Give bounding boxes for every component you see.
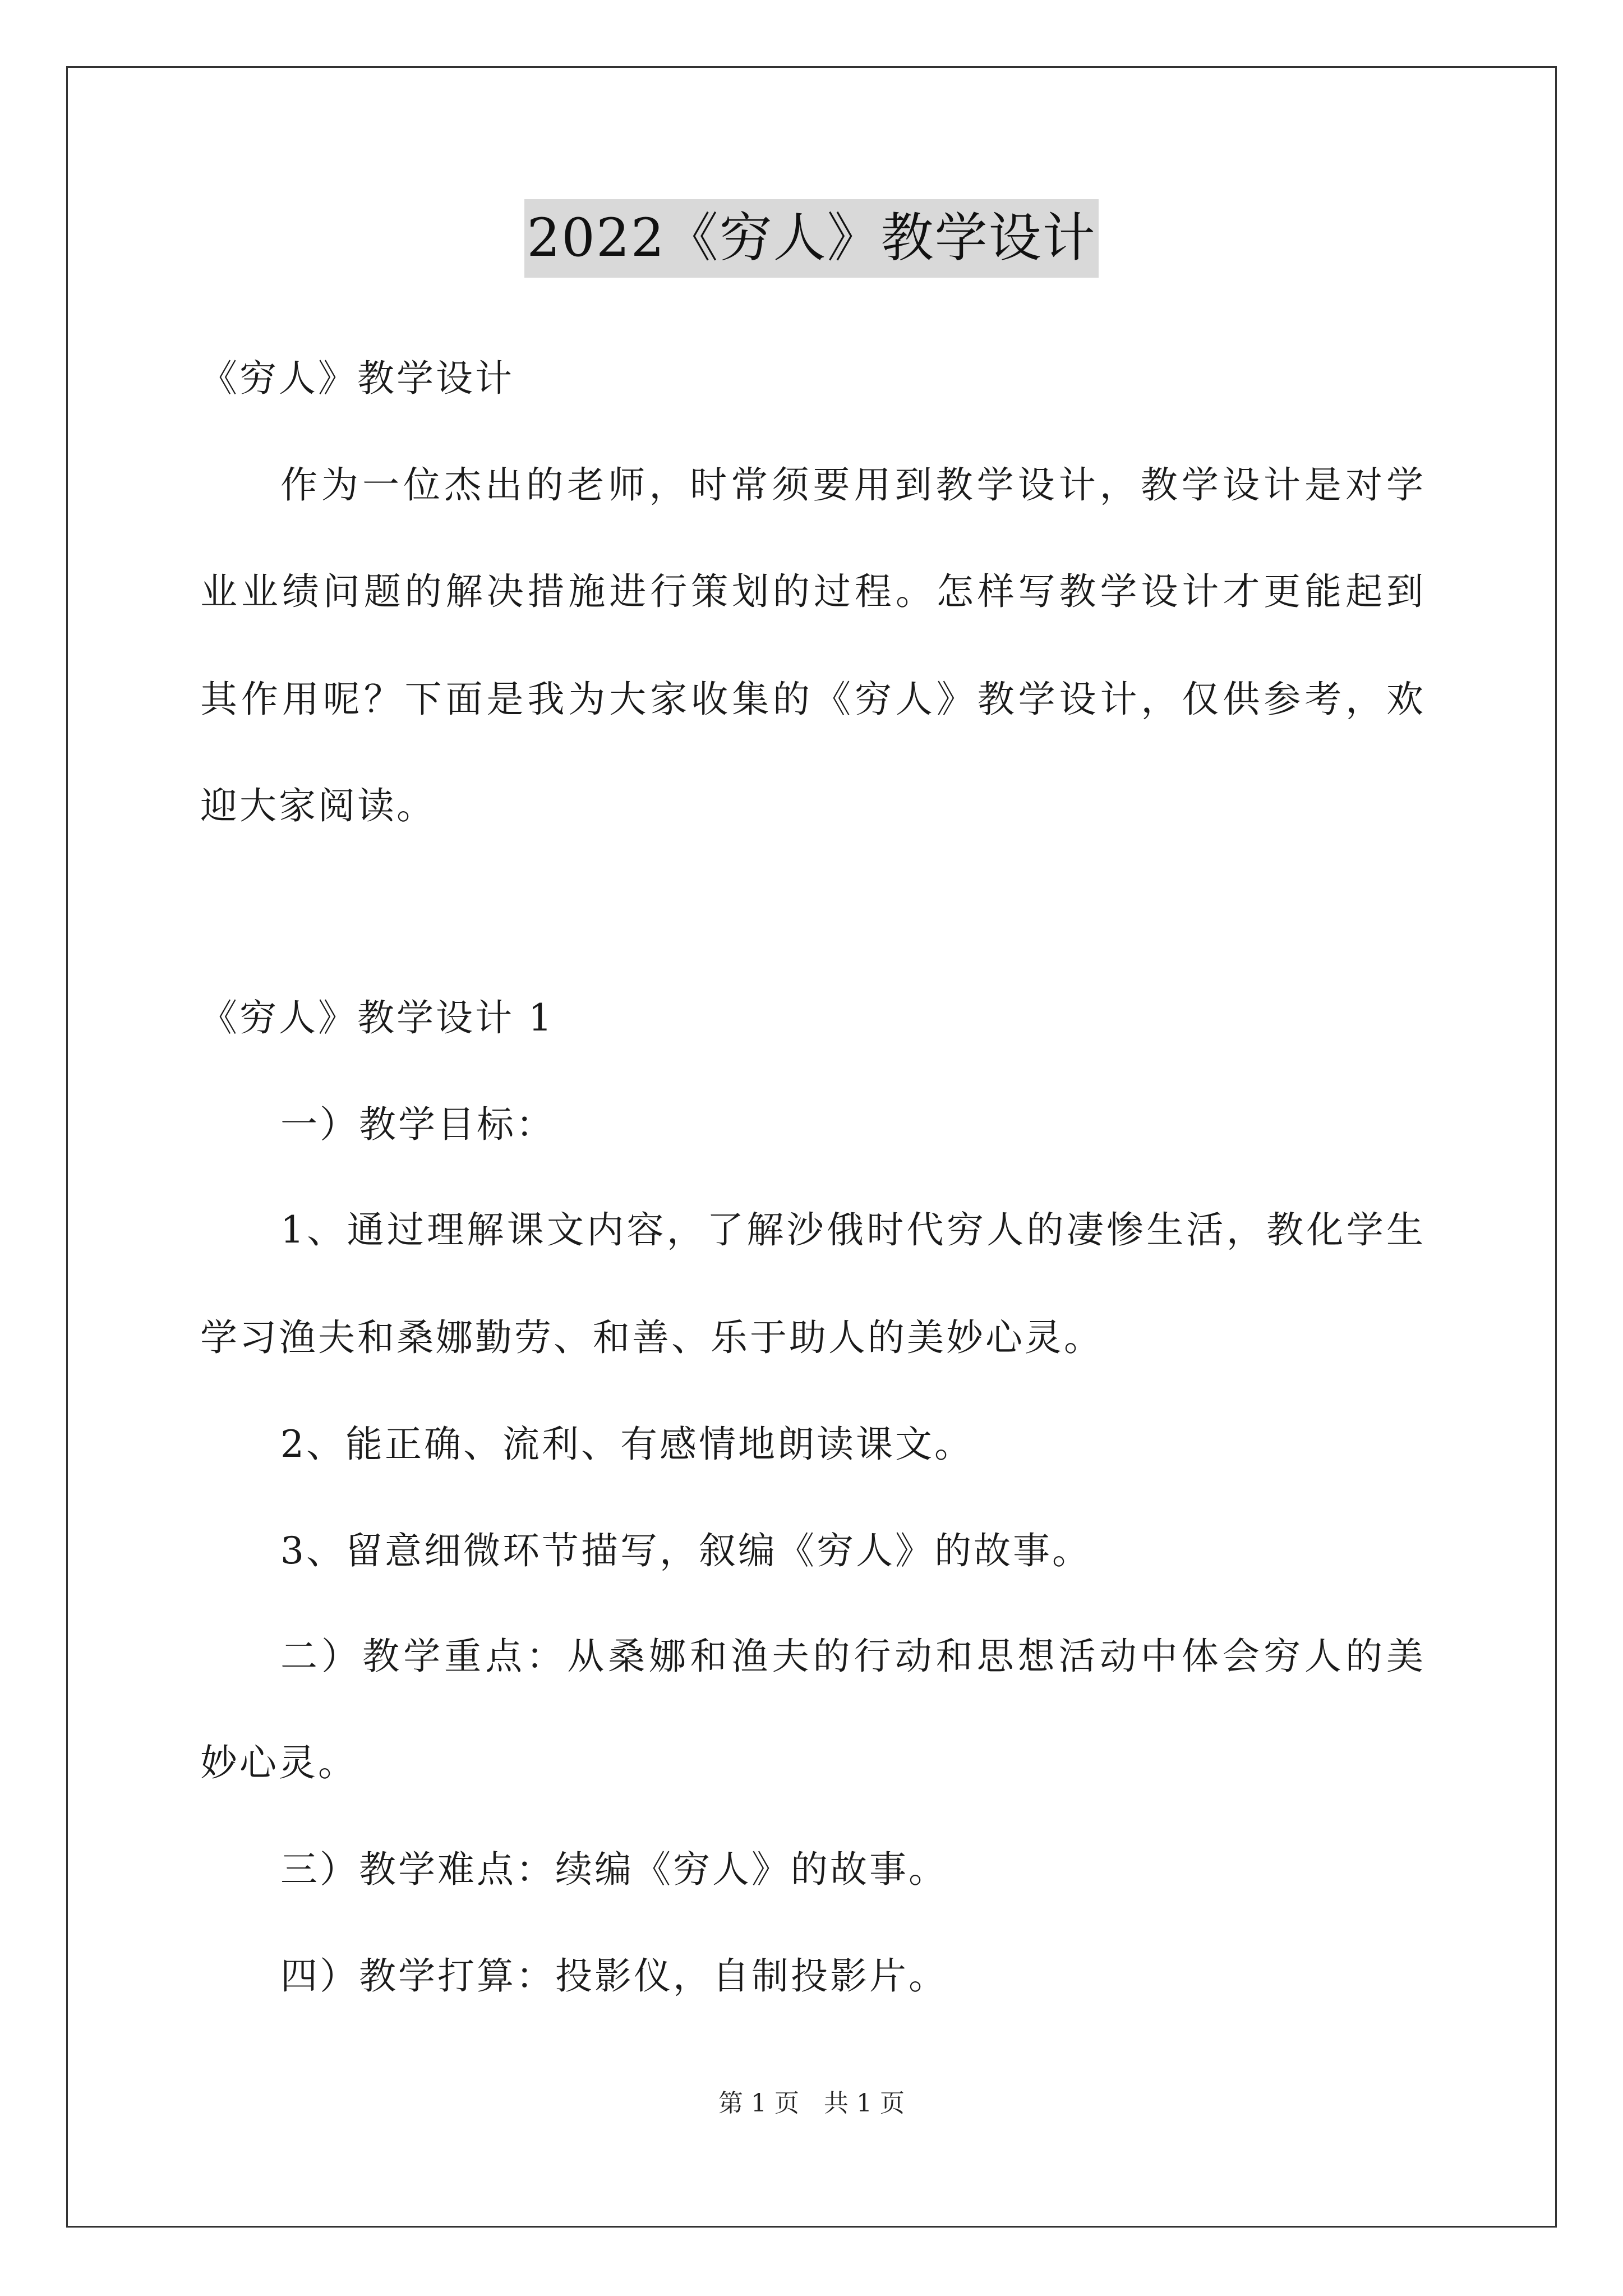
- section-heading: 《穷人》教学设计 1: [200, 996, 554, 1039]
- intro-line-4: 迎大家阅读。: [200, 784, 436, 827]
- subtitle: 《穷人》教学设计: [200, 357, 514, 400]
- goal-3: 3、留意细微环节描写，叙编《穷人》的故事。: [280, 1529, 1091, 1572]
- page-footer: 第 1 页 共 1 页: [718, 2089, 905, 2118]
- document-title: 2022《穷人》教学设计: [524, 199, 1098, 278]
- key-point-line-2: 妙心灵。: [200, 1741, 357, 1784]
- intro-line-3: 其作用呢？下面是我为大家收集的《穷人》教学设计，仅供参考，欢: [200, 678, 1426, 721]
- goal-2: 2、能正确、流利、有感情地朗读课文。: [280, 1423, 974, 1466]
- intro-line-2: 业业绩问题的解决措施进行策划的过程。怎样写教学设计才更能起到: [200, 570, 1426, 613]
- goal-1-line-2: 学习渔夫和桑娜勤劳、和善、乐于助人的美妙心灵。: [200, 1316, 1103, 1359]
- goal-1-line-1: 1、通过理解课文内容，了解沙俄时代穷人的凄惨生活，教化学生: [280, 1208, 1426, 1251]
- goals-heading: 一）教学目标：: [280, 1103, 555, 1146]
- key-point-line-1: 二）教学重点：从桑娜和渔夫的行动和思想活动中体会穷人的美: [280, 1635, 1426, 1678]
- intro-line-1: 作为一位杰出的老师，时常须要用到教学设计，教学设计是对学: [280, 463, 1426, 507]
- difficulty: 三）教学难点：续编《穷人》的故事。: [280, 1848, 948, 1891]
- preparation: 四）教学打算：投影仪，自制投影片。: [280, 1954, 948, 1998]
- title-wrap: [0, 199, 1623, 278]
